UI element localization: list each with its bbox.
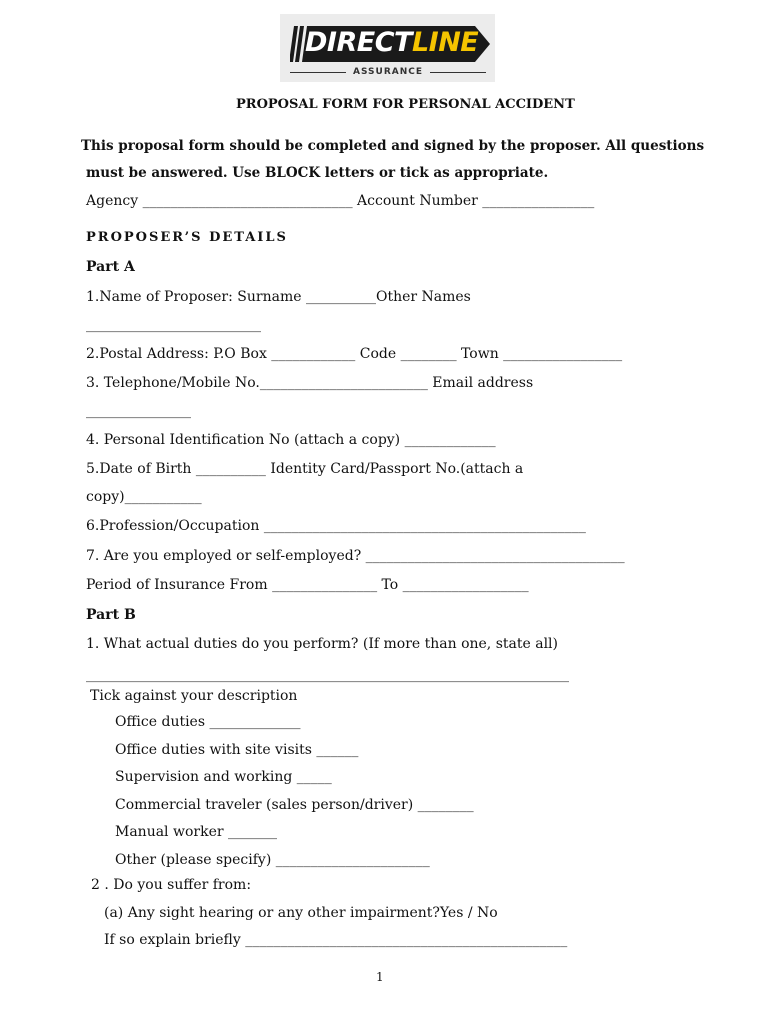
email-blank: _______________ [86,403,191,419]
proposer-name-line: 1.Name of Proposer: Surname __________Other Names [86,289,471,305]
option-office-site-visits: Office duties with site visits ______ [115,742,359,758]
tick-description-label: Tick against your description [90,688,298,704]
suffer-from-question: 2 . Do you suffer from: [91,877,252,893]
page-number: 1 [376,970,384,984]
option-manual-worker: Manual worker _______ [115,824,278,840]
option-other: Other (please specify) ______________________ [115,852,430,868]
section-heading-proposer: PROPOSER’S DETAILS [86,230,288,245]
telephone-email-line: 3. Telephone/Mobile No.________________________ Email address [86,375,534,391]
duties-answer-blank: _____________________________________________________________________ [86,667,569,683]
impairment-question: (a) Any sight hearing or any other impairment?Yes / No [104,905,498,921]
part-b-heading: Part B [86,607,136,623]
employment-status-line: 7. Are you employed or self-employed? _____________________________________ [86,548,625,564]
insurance-period-line: Period of Insurance From _______________ To __________________ [86,577,529,593]
part-a-heading: Part A [86,259,135,275]
explain-briefly-line: If so explain briefly ______________________________________________ [104,932,568,948]
option-office-duties: Office duties _____________ [115,714,301,730]
intro-line-1: This proposal form should be completed and signed by the proposer. All questions [81,138,705,154]
logo-wordmark: DIRECTLINE [305,27,479,58]
dob-id-card-line: 5.Date of Birth __________ Identity Card/Passport No.(attach a [86,461,524,477]
personal-id-line: 4. Personal Identification No (attach a copy) _____________ [86,432,496,448]
logo-subtitle: ASSURANCE [352,67,423,77]
duties-question: 1. What actual duties do you perform? (If more than one, state all) [86,636,558,652]
postal-address-line: 2.Postal Address: P.O Box ____________ Code ________ Town _________________ [86,346,623,362]
intro-line-2: must be answered. Use BLOCK letters or tick as appropriate. [86,165,549,181]
logo-rule-right [430,72,486,73]
form-title: PROPOSAL FORM FOR PERSONAL ACCIDENT [236,97,575,112]
option-commercial-traveler: Commercial traveler (sales person/driver) ________ [115,797,474,813]
id-copy-blank: copy)___________ [86,489,202,505]
other-names-blank: _________________________ [86,317,261,333]
profession-line: 6.Profession/Occupation ______________________________________________ [86,518,586,534]
option-supervision: Supervision and working _____ [115,769,332,785]
company-logo [280,14,495,82]
agency-account-line: Agency ______________________________ Account Number ________________ [86,193,595,209]
